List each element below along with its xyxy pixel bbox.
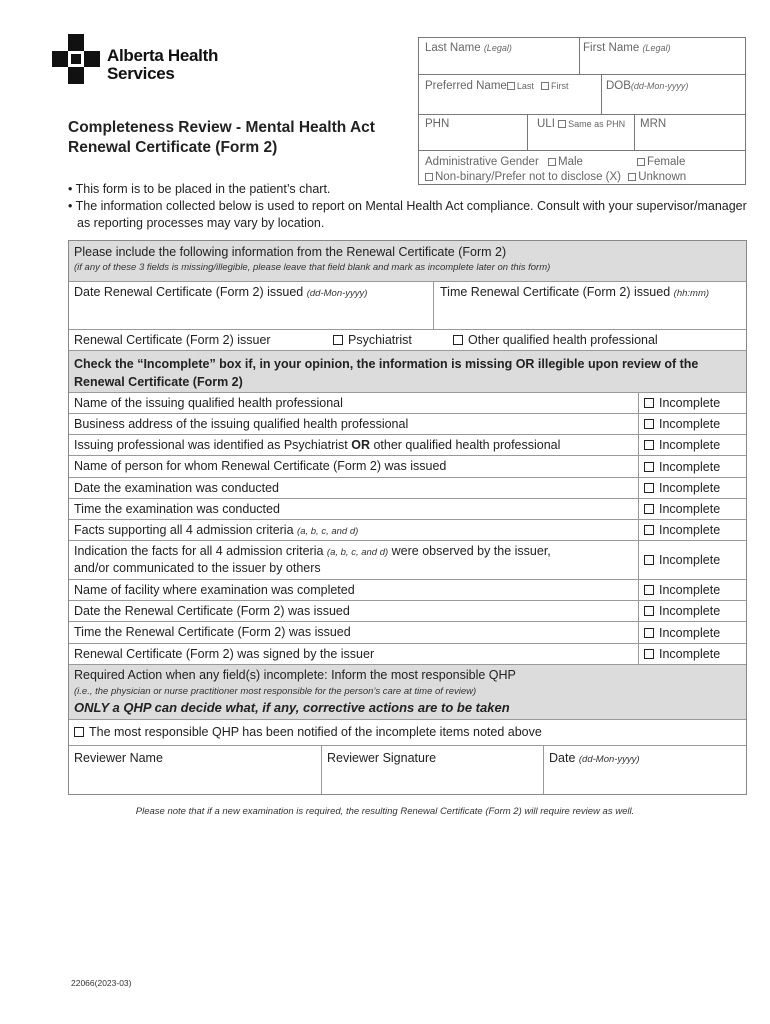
item-certificate-date: Date the Renewal Certificate (Form 2) was issued: [74, 604, 350, 618]
patient-info-box: [418, 37, 746, 185]
item-facts-observed-line2: and/or communicated to the issuer by others: [74, 561, 321, 575]
instruction-bullet: • The information collected below is used to report on Mental Health Act compliance. Consult with your supervisor/manager as reporting processes may vary by location.: [68, 199, 747, 230]
incomplete-checkbox[interactable]: [644, 649, 654, 659]
incomplete-option[interactable]: Incomplete: [644, 523, 720, 537]
required-action-text: Required Action when any field(s) incomplete: Inform the most responsible QHP: [74, 668, 516, 682]
incomplete-checkbox[interactable]: [644, 628, 654, 638]
item-facts-criteria: Facts supporting all 4 admission criteria (a, b, c, and d): [74, 523, 359, 537]
gender-male-checkbox[interactable]: [548, 158, 556, 166]
ahs-logo-mark: [52, 34, 100, 84]
incomplete-option[interactable]: Incomplete: [644, 626, 720, 640]
incomplete-checkbox[interactable]: [644, 525, 654, 535]
check-instruction-text: Check the “Incomplete” box if, in your opinion, the information is missing OR illegible upon review of the Renewal Certificate (Form 2): [74, 357, 699, 389]
incomplete-checkbox[interactable]: [644, 555, 654, 565]
item-person-name: Name of person for whom Renewal Certificate (Form 2) was issued: [74, 459, 447, 473]
review-date-field[interactable]: Date (dd-Mon-yyyy): [549, 751, 640, 765]
mrn-field[interactable]: MRN: [640, 118, 667, 130]
item-certificate-time: Time the Renewal Certificate (Form 2) was issued: [74, 625, 351, 639]
item-exam-date: Date the examination was conducted: [74, 481, 279, 495]
item-business-address: Business address of the issuing qualified health professional: [74, 417, 409, 431]
incomplete-option[interactable]: Incomplete: [644, 438, 720, 452]
incomplete-option[interactable]: Incomplete: [644, 502, 720, 516]
gender-female-option: Female: [637, 156, 685, 168]
incomplete-option[interactable]: Incomplete: [644, 647, 720, 661]
incomplete-checkbox[interactable]: [644, 419, 654, 429]
item-facts-observed: Indication the facts for all 4 admission criteria (a, b, c, and d) were observed by the issuer,: [74, 544, 551, 558]
preferred-last-checkbox[interactable]: [507, 82, 515, 90]
gender-nonbinary-checkbox[interactable]: [425, 173, 433, 181]
required-action-section: [69, 665, 746, 719]
time-issued-field[interactable]: Time Renewal Certificate (Form 2) issued (hh:mm): [440, 285, 710, 299]
item-facility-name: Name of facility where examination was completed: [74, 583, 355, 597]
item-exam-time: Time the examination was conducted: [74, 502, 280, 516]
item-issuer-name: Name of the issuing qualified health professional: [74, 396, 343, 410]
incomplete-option[interactable]: Incomplete: [644, 553, 720, 567]
reviewer-name-field[interactable]: Reviewer Name: [74, 751, 163, 765]
issuer-label: Renewal Certificate (Form 2) issuer: [74, 333, 271, 347]
preferred-first-checkbox[interactable]: [541, 82, 549, 90]
intro-section: [69, 241, 746, 281]
gender-female-checkbox[interactable]: [637, 158, 645, 166]
incomplete-checkbox[interactable]: [644, 504, 654, 514]
preferred-name-field[interactable]: Preferred Name Last First: [425, 80, 569, 92]
incomplete-option[interactable]: Incomplete: [644, 417, 720, 431]
intro-note: (if any of these 3 fields is missing/illegible, please leave that field blank and mark as incomplete later on this form): [74, 262, 551, 273]
incomplete-checkbox[interactable]: [644, 398, 654, 408]
check-instruction-section: [69, 351, 746, 392]
incomplete-checkbox[interactable]: [644, 585, 654, 595]
completeness-form: [68, 240, 747, 795]
gender-field: Administrative Gender Male: [425, 156, 583, 168]
first-name-field[interactable]: First Name (Legal): [583, 42, 671, 54]
instructions-list: [68, 181, 748, 232]
qhp-statement: ONLY a QHP can decide what, if any, corrective actions are to be taken: [74, 700, 510, 715]
required-action-note: (i.e., the physician or nurse practitioner most responsible for the person’s care at time of review): [74, 686, 477, 697]
qhp-notified-option[interactable]: The most responsible QHP has been notified of the incomplete items noted above: [74, 725, 542, 739]
incomplete-option[interactable]: Incomplete: [644, 583, 720, 597]
gender-nonbinary-option: Non-binary/Prefer not to disclose (X) Unknown: [425, 171, 686, 183]
incomplete-checkbox[interactable]: [644, 440, 654, 450]
other-professional-checkbox[interactable]: [453, 335, 463, 345]
uli-same-checkbox[interactable]: [558, 120, 566, 128]
ahs-logo-text: Alberta Health Services: [107, 46, 219, 83]
phn-field[interactable]: PHN: [425, 118, 450, 130]
psychiatrist-checkbox[interactable]: [333, 335, 343, 345]
intro-text: Please include the following information from the Renewal Certificate (Form 2): [74, 245, 507, 259]
psychiatrist-option[interactable]: Psychiatrist: [333, 333, 412, 347]
date-issued-field[interactable]: Date Renewal Certificate (Form 2) issued (dd-Mon-yyyy): [74, 285, 368, 299]
footnote: Please note that if a new examination is required, the resulting Renewal Certificate (Form 2) will require review as well.: [135, 806, 635, 817]
gender-unknown-checkbox[interactable]: [628, 173, 636, 181]
uli-field[interactable]: ULI Same as PHN: [537, 118, 626, 130]
dob-field[interactable]: DOB(dd-Mon-yyyy): [606, 80, 689, 92]
qhp-notified-checkbox[interactable]: [74, 727, 84, 737]
reviewer-signature-field[interactable]: Reviewer Signature: [327, 751, 437, 765]
incomplete-option[interactable]: Incomplete: [644, 396, 720, 410]
incomplete-checkbox[interactable]: [644, 483, 654, 493]
last-name-field[interactable]: Last Name (Legal): [425, 42, 512, 54]
incomplete-checkbox[interactable]: [644, 462, 654, 472]
instruction-bullet: • This form is to be placed in the patient’s chart.: [68, 182, 331, 196]
incomplete-checkbox[interactable]: [644, 606, 654, 616]
form-number: 22066(2023-03): [71, 978, 132, 988]
item-professional-type: Issuing professional was identified as Psychiatrist OR other qualified health professional: [74, 438, 561, 452]
other-professional-option[interactable]: Other qualified health professional: [453, 333, 658, 347]
item-certificate-signed: Renewal Certificate (Form 2) was signed by the issuer: [74, 647, 375, 661]
incomplete-option[interactable]: Incomplete: [644, 604, 720, 618]
incomplete-option[interactable]: Incomplete: [644, 481, 720, 495]
incomplete-option[interactable]: Incomplete: [644, 460, 720, 474]
page-title: Completeness Review - Mental Health Act Renewal Certificate (Form 2): [68, 119, 375, 156]
